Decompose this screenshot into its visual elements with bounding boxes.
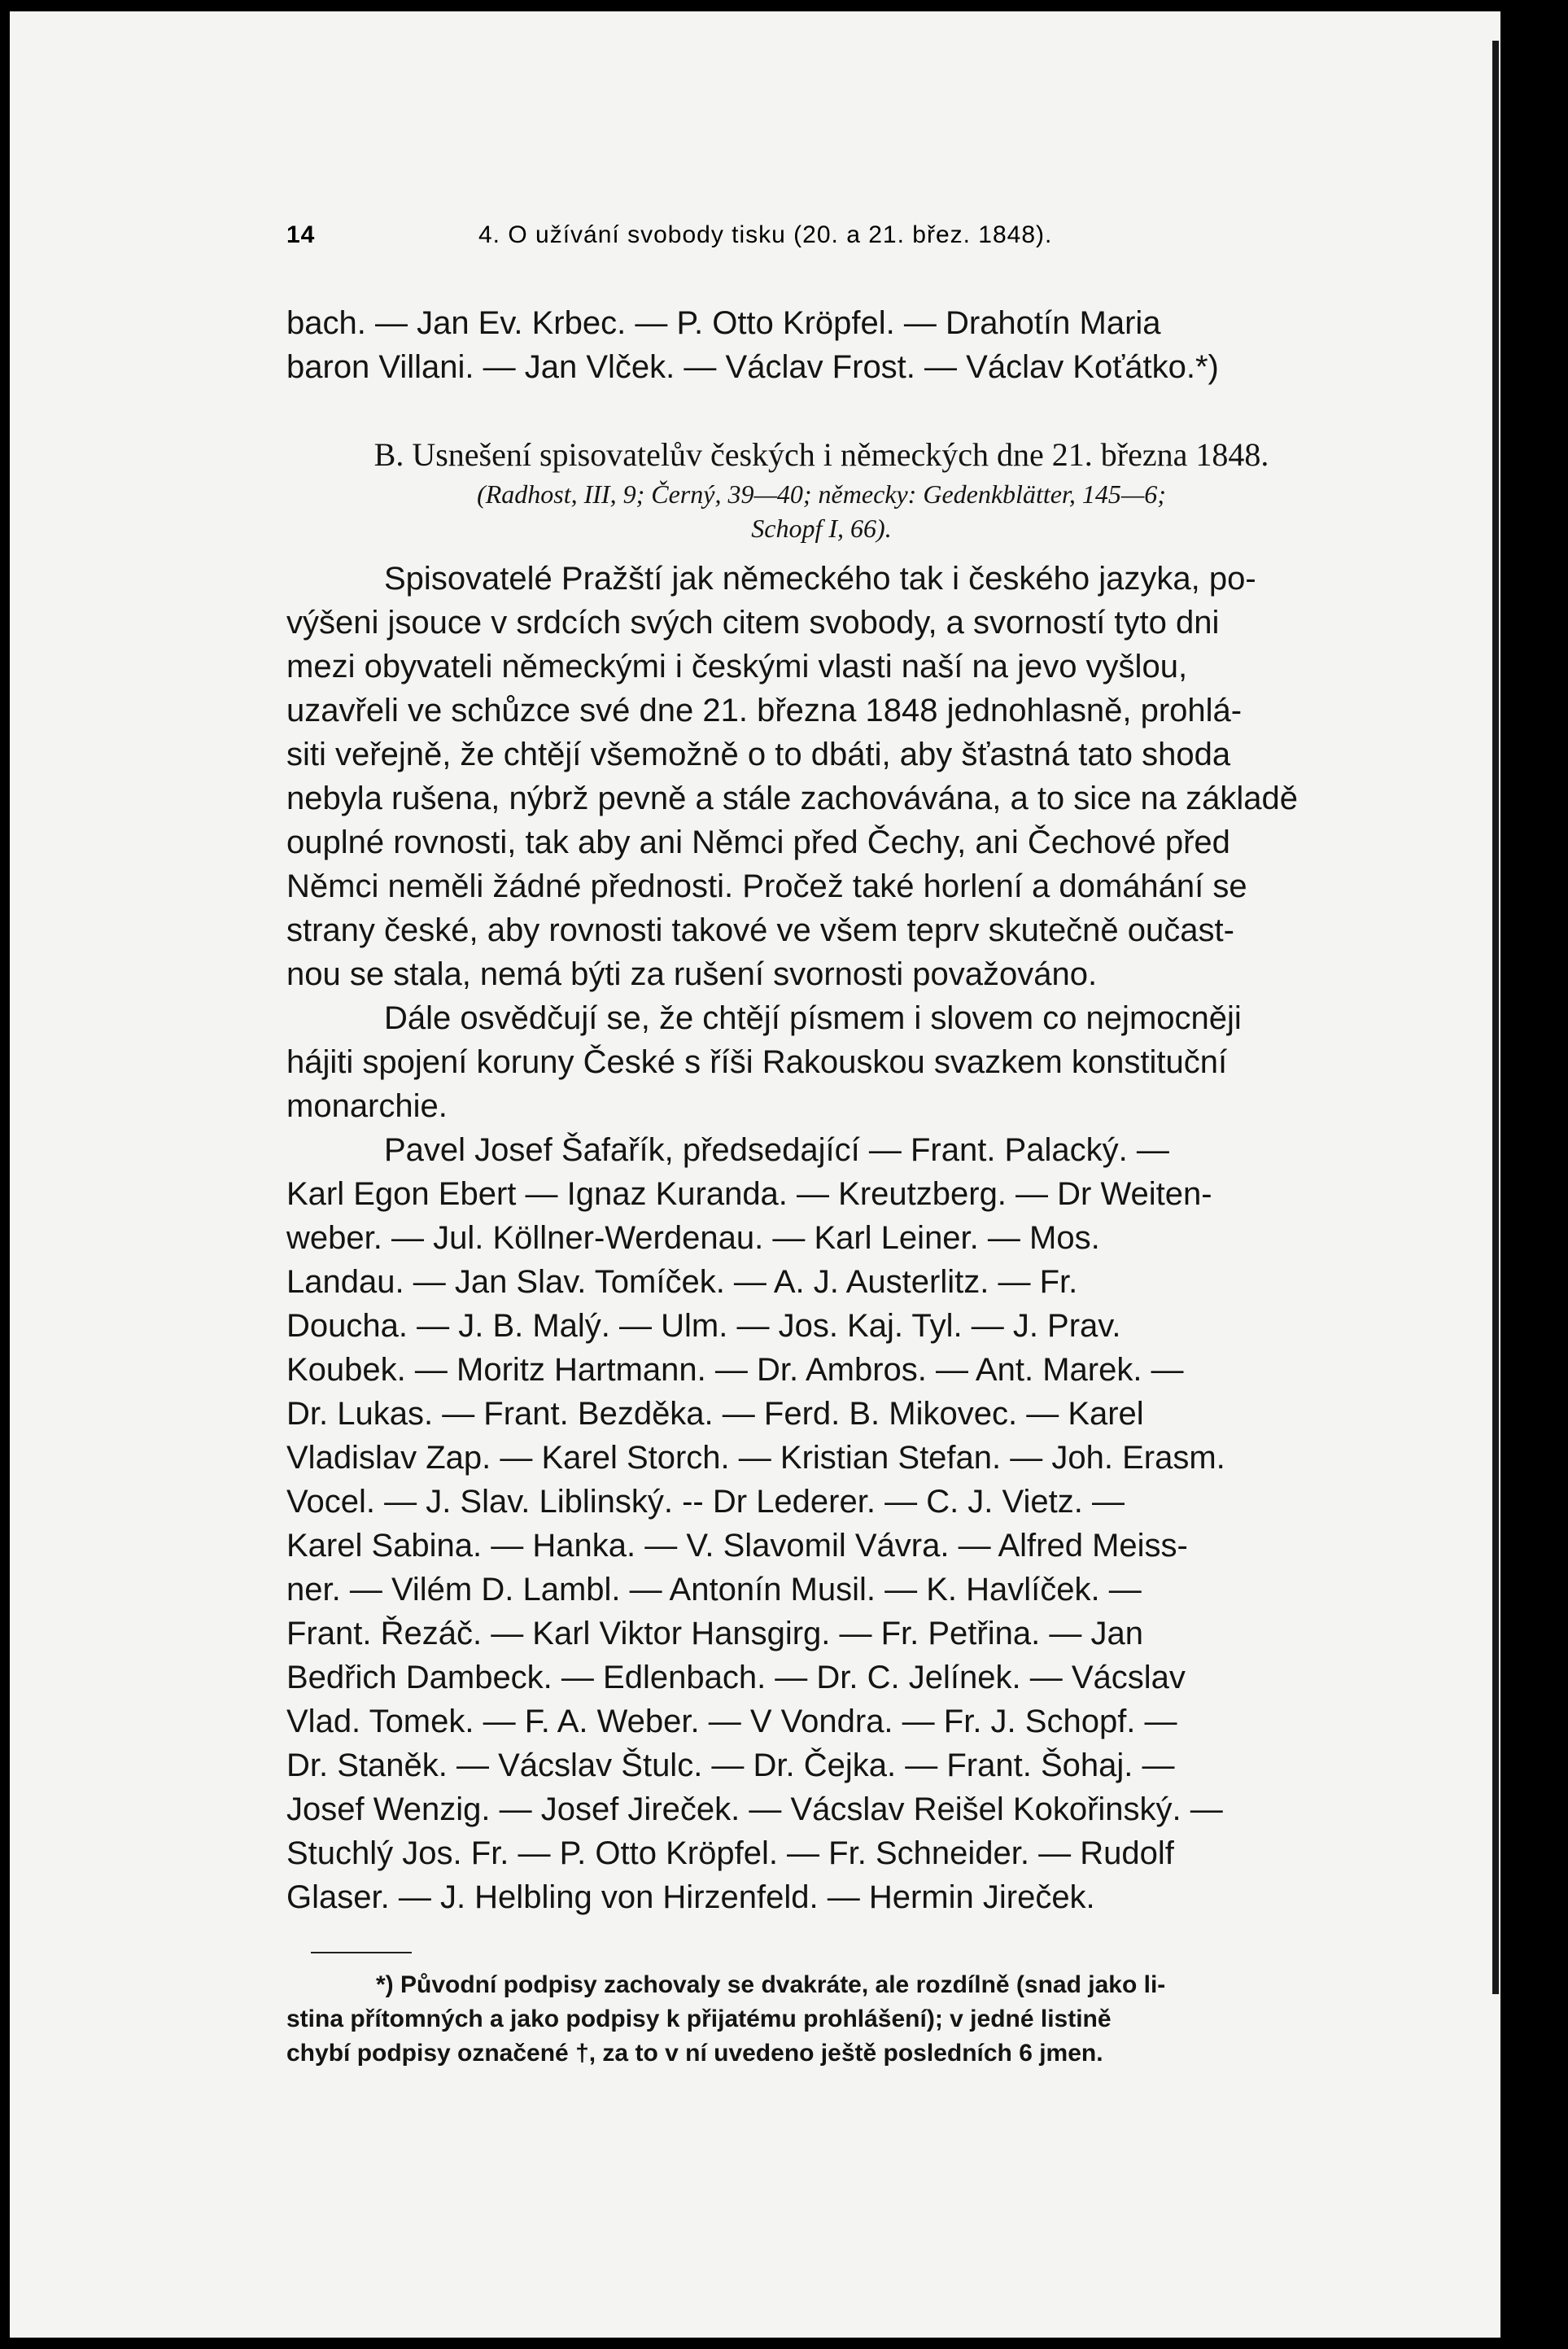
- text-line: Němci neměli žádné přednosti. Pročež také horlení a domáhání se: [286, 868, 1247, 904]
- text-line: strany české, aby rovnosti takové ve všem teprv skutečně oučast-: [286, 912, 1234, 948]
- footnote-line: *) Původní podpisy zachovaly se dvakráte, ale rozdílně (snad jako li-: [376, 1971, 1166, 1998]
- text-line: uzavřeli ve schůzce své dne 21. března 1848 jednohlasně, prohlá-: [286, 693, 1243, 728]
- text-line: Glaser. — J. Helbling von Hirzenfeld. — Hermin Jireček.: [286, 1879, 1095, 1915]
- page-edge: [1492, 41, 1499, 1994]
- text-line: ouplné rovnosti, tak aby ani Němci před Čechy, ani Čechové před: [286, 825, 1230, 860]
- main-text: [286, 557, 1356, 1919]
- text-line: Vocel. — J. Slav. Liblinský. -- Dr Lederer. — C. J. Vietz. —: [286, 1484, 1125, 1520]
- text-line: Stuchlý Jos. Fr. — P. Otto Kröpfel. — Fr. Schneider. — Rudolf: [286, 1835, 1174, 1871]
- text-line: ner. — Vilém D. Lambl. — Antonín Musil. — K. Havlíček. —: [286, 1572, 1142, 1608]
- source-citation: (Radhost, III, 9; Černý, 39—40; německy: Gedenkblätter, 145—6;: [477, 479, 1166, 509]
- signatures-continued: [286, 301, 1356, 389]
- text-line: Dále osvědčují se, že chtějí písmem i slovem co nejmocněji: [384, 1000, 1242, 1036]
- text-line: nebyla rušena, nýbrž pevně a stále zachovávána, a to sice na základě: [286, 781, 1299, 816]
- text-line: baron Villani. — Jan Vlček. — Václav Frost. — Václav Koťátko.*): [286, 349, 1219, 385]
- text-line: weber. — Jul. Köllner-Werdenau. — Karl Leiner. — Mos.: [286, 1220, 1100, 1256]
- text-line: Vladislav Zap. — Karel Storch. — Kristian Stefan. — Joh. Erasm.: [286, 1440, 1225, 1476]
- header-title: 4. O užívání svobody tisku (20. a 21. břez. 1848).: [478, 221, 1053, 248]
- text-line: mezi obyvateli německými i českými vlasti naší na jevo vyšlou,: [286, 649, 1188, 685]
- footnote-line: chybí podpisy označené †, za to v ní uvedeno ještě posledních 6 jmen.: [286, 2040, 1103, 2067]
- text-line: Pavel Josef Šafařík, předsedající — Frant. Palacký. —: [384, 1132, 1169, 1168]
- text-line: siti veřejně, že chtějí všemožně o to dbáti, aby šťastná tato shoda: [286, 737, 1231, 772]
- footnote-line: stina přítomných a jako podpisy k přijatému prohlášení); v jedné listině: [286, 2006, 1112, 2032]
- text-line: Karel Sabina. — Hanka. — V. Slavomil Vávra. — Alfred Meiss-: [286, 1528, 1188, 1564]
- text-line: Bedřich Dambeck. — Edlenbach. — Dr. C. Jelínek. — Vácslav: [286, 1660, 1186, 1695]
- document-page: [10, 11, 1500, 2338]
- text-line: Spisovatelé Pražští jak německého tak i českého jazyka, po-: [384, 561, 1256, 597]
- text-line: Frant. Řezáč. — Karl Viktor Hansgirg. — Fr. Petřina. — Jan: [286, 1616, 1143, 1651]
- text-line: hájiti spojení koruny České s říši Rakouskou svazkem konstituční: [286, 1044, 1228, 1080]
- text-line: Doucha. — J. B. Malý. — Ulm. — Jos. Kaj. Tyl. — J. Prav.: [286, 1308, 1121, 1344]
- text-line: Josef Wenzig. — Josef Jireček. — Vácslav Reišel Kokořinský. —: [286, 1791, 1223, 1827]
- footnote: [286, 1968, 1356, 2071]
- text-line: nou se stala, nemá býti za rušení svornosti považováno.: [286, 956, 1098, 992]
- text-line: Karl Egon Ebert — Ignaz Kuranda. — Kreutzberg. — Dr Weiten-: [286, 1176, 1212, 1212]
- text-line: Dr. Lukas. — Frant. Bezděka. — Ferd. B. Mikovec. — Karel: [286, 1396, 1144, 1432]
- text-line: Landau. — Jan Slav. Tomíček. — A. J. Austerlitz. — Fr.: [286, 1264, 1078, 1300]
- text-line: monarchie.: [286, 1088, 448, 1124]
- text-line: Vlad. Tomek. — F. A. Weber. — V Vondra. — Fr. J. Schopf. —: [286, 1704, 1177, 1739]
- source-citation: Schopf I, 66).: [751, 514, 892, 543]
- page-number: 14: [286, 221, 316, 248]
- section-heading-block: [286, 433, 1356, 545]
- section-heading: B. Usnešení spisovatelův českých i německých dne 21. března 1848.: [373, 436, 1269, 473]
- footnote-divider: [311, 1952, 412, 1953]
- text-line: výšeni jsouce v srdcích svých citem svobody, a svorností tyto dni: [286, 605, 1220, 641]
- text-line: Dr. Staněk. — Vácslav Štulc. — Dr. Čejka. — Frant. Šohaj. —: [286, 1748, 1175, 1783]
- text-line: Koubek. — Moritz Hartmann. — Dr. Ambros. — Ant. Marek. —: [286, 1352, 1184, 1388]
- text-line: bach. — Jan Ev. Krbec. — P. Otto Kröpfel. — Drahotín Maria: [286, 305, 1161, 341]
